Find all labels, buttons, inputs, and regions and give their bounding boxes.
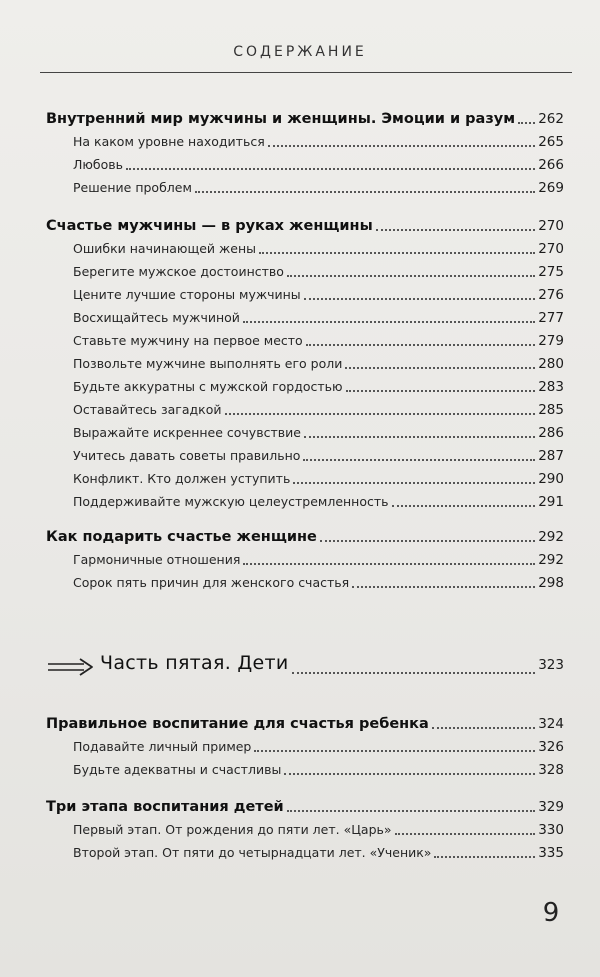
toc-entry-title: Первый этап. От рождения до пяти лет. «Царь»: [73, 822, 392, 837]
toc-entry: [73, 330, 564, 352]
dot-leader: [293, 481, 535, 484]
toc-entry-title: Правильное воспитание для счастья ребенка: [46, 716, 429, 732]
toc-entry-page: 262: [538, 111, 564, 127]
toc-entry-title: Будьте адекватны и счастливы: [73, 762, 282, 777]
toc-entry-page: 323: [538, 657, 564, 673]
toc-entry-title: Подавайте личный пример: [73, 739, 252, 754]
dot-leader: [243, 320, 535, 323]
toc-entry-title: Восхищайтесь мужчиной: [73, 310, 240, 325]
toc-entry: [73, 572, 564, 594]
toc-entry-title: Будьте аккуратны с мужской гордостью: [73, 379, 343, 394]
toc-entry-title: Сорок пять причин для женского счастья: [73, 575, 350, 590]
toc-entry: [73, 759, 564, 781]
dot-leader: [352, 585, 535, 588]
dot-leader: [243, 562, 535, 565]
toc-entry: [73, 491, 564, 513]
toc-entry: [73, 445, 564, 467]
toc-entry-title: Цените лучшие стороны мужчины: [73, 287, 301, 302]
toc-entry: [73, 131, 564, 153]
toc-entry: [73, 399, 564, 421]
toc-entry: [73, 177, 564, 199]
dot-leader: [345, 366, 535, 369]
toc-entry-page: 292: [538, 552, 564, 568]
toc-entry-title: Решение проблем: [73, 180, 192, 195]
toc-entry-title: Позвольте мужчине выполнять его роли: [73, 356, 343, 371]
arrow-right-icon: [46, 657, 94, 677]
toc-entry: [73, 468, 564, 490]
header-rule: [40, 72, 572, 73]
toc-part-title: Часть пятая. Дети: [100, 652, 289, 674]
dot-leader: [306, 343, 536, 346]
dot-leader: [304, 435, 535, 438]
toc-entry-title: Поддерживайте мужскую целеустремленность: [73, 494, 389, 509]
toc-entry-page: 291: [538, 494, 564, 510]
toc-entry-title: Выражайте искреннее сочувствие: [73, 425, 301, 440]
toc-entry-page: 290: [538, 471, 564, 487]
toc-entry-title: На каком уровне находиться: [73, 134, 265, 149]
toc-entry: [73, 261, 564, 283]
dot-leader: [518, 121, 535, 124]
toc-entry-page: 328: [538, 762, 564, 778]
toc-entry-title: Учитесь давать советы правильно: [73, 448, 301, 463]
toc-entry: [73, 549, 564, 571]
toc-entry: [73, 238, 564, 260]
toc-entry-page: 329: [538, 799, 564, 815]
toc-entry-page: 292: [538, 529, 564, 545]
dot-leader: [259, 251, 535, 254]
dot-leader: [320, 539, 535, 542]
dot-leader: [284, 772, 535, 775]
toc-entry-title: Как подарить счастье женщине: [46, 529, 317, 545]
toc-entry-title: Конфликт. Кто должен уступить: [73, 471, 291, 486]
dot-leader: [268, 144, 536, 147]
toc-entry-page: 277: [538, 310, 564, 326]
toc-entry-page: 324: [538, 716, 564, 732]
dot-leader: [434, 855, 535, 858]
toc-entry-page: 285: [538, 402, 564, 418]
dot-leader: [303, 458, 535, 461]
toc-entry-title: Ошибки начинающей жены: [73, 241, 257, 256]
dot-leader: [225, 412, 536, 415]
toc-entry: [73, 353, 564, 375]
toc-entry-page: 270: [538, 241, 564, 257]
page-number: 9: [542, 898, 560, 928]
toc-entry-page: 280: [538, 356, 564, 372]
dot-leader: [395, 832, 536, 835]
toc-entry: [73, 842, 564, 864]
toc-entry-page: 335: [538, 845, 564, 861]
toc-entry: [46, 713, 564, 735]
toc-entry: [73, 422, 564, 444]
toc-entry-title: Гармоничные отношения: [73, 552, 241, 567]
toc-entry-page: 330: [538, 822, 564, 838]
toc-entry: [73, 736, 564, 758]
toc-entry: [46, 796, 564, 818]
dot-leader: [346, 389, 536, 392]
toc-entry-title: Ставьте мужчину на первое место: [73, 333, 303, 348]
toc-entry: [46, 108, 564, 130]
toc-entry-title: Три этапа воспитания детей: [46, 799, 284, 815]
dot-leader: [287, 274, 535, 277]
toc-entry-page: 276: [538, 287, 564, 303]
toc-part-entry: [46, 652, 564, 682]
dot-leader: [376, 228, 536, 231]
toc-entry-title: Счастье мужчины — в руках женщины: [46, 218, 373, 234]
toc-entry: [73, 284, 564, 306]
toc-entry-title: Берегите мужское достоинство: [73, 264, 284, 279]
dot-leader: [432, 726, 535, 729]
toc-entry-title: Любовь: [73, 157, 124, 172]
toc-entry-page: 269: [538, 180, 564, 196]
toc-entry: [73, 376, 564, 398]
dot-leader: [304, 297, 536, 300]
toc-entry-page: 287: [538, 448, 564, 464]
toc-entry-page: 283: [538, 379, 564, 395]
dot-leader: [392, 504, 536, 507]
dot-leader: [254, 749, 535, 752]
toc-entry: [46, 215, 564, 237]
toc-entry-page: 275: [538, 264, 564, 280]
dot-leader: [126, 167, 535, 170]
dot-leader: [292, 671, 536, 674]
toc-entry-page: 326: [538, 739, 564, 755]
toc-entry-page: 286: [538, 425, 564, 441]
toc-entry-page: 279: [538, 333, 564, 349]
toc-entry-page: 266: [538, 157, 564, 173]
toc-entry: [73, 154, 564, 176]
toc-entry-page: 298: [538, 575, 564, 591]
toc-entry: [73, 819, 564, 841]
toc-entry-title: Внутренний мир мужчины и женщины. Эмоции и разум: [46, 111, 516, 127]
page-header: СОДЕРЖАНИЕ: [233, 44, 367, 60]
toc-entry-page: 270: [538, 218, 564, 234]
toc-entry-title: Второй этап. От пяти до четырнадцати лет. «Ученик»: [73, 845, 432, 860]
toc-entry-title: Оставайтесь загадкой: [73, 402, 222, 417]
toc-entry: [46, 526, 564, 548]
toc-entry-page: 265: [538, 134, 564, 150]
toc-entry: [73, 307, 564, 329]
dot-leader: [195, 190, 535, 193]
dot-leader: [287, 809, 536, 812]
